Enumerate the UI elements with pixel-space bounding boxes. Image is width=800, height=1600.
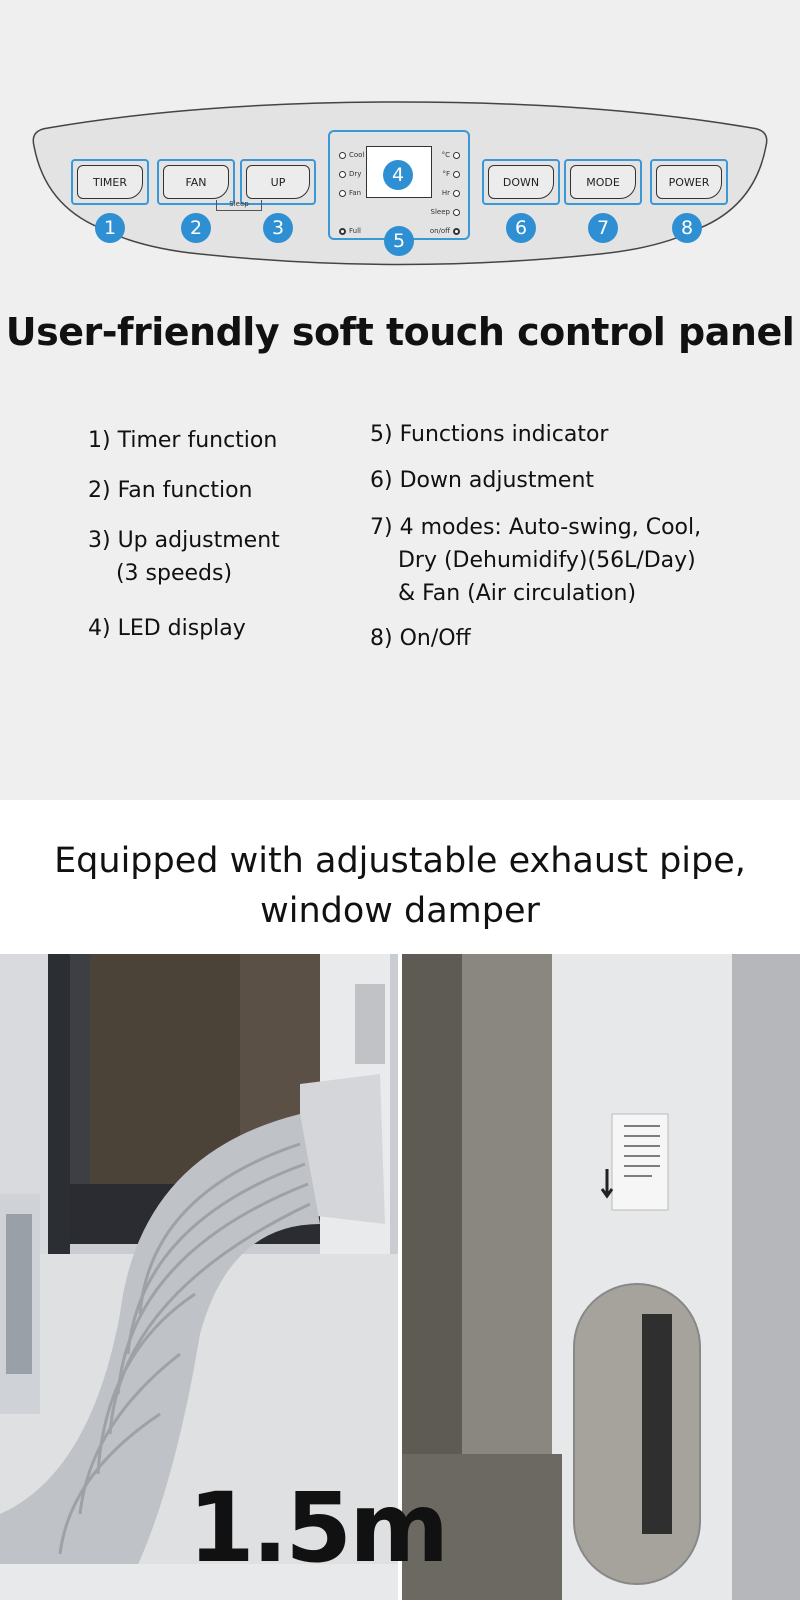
timer-button[interactable] xyxy=(71,159,149,205)
indicator-celsius-label: °C xyxy=(441,151,450,159)
feature-item-2: 2) Fan function xyxy=(88,478,253,503)
sleep-combo-label: Sleep xyxy=(216,200,262,211)
damper-illustration xyxy=(402,954,800,1600)
indicator-fan xyxy=(339,189,361,197)
timer-button-label: TIMER xyxy=(77,165,143,199)
indicator-dry xyxy=(339,170,361,178)
indicator-full-label: Full xyxy=(349,227,361,235)
down-button[interactable] xyxy=(482,159,560,205)
fan-button[interactable] xyxy=(157,159,235,205)
indicator-dot xyxy=(453,171,460,178)
pipe-length-label: 1.5m xyxy=(188,1472,447,1584)
callout-badge-1: 1 xyxy=(95,213,125,243)
indicator-dot xyxy=(339,171,346,178)
indicator-cool-label: Cool xyxy=(349,151,365,159)
power-button[interactable] xyxy=(650,159,728,205)
indicator-dot xyxy=(339,152,346,159)
power-button-label: POWER xyxy=(656,165,722,199)
feature-item-3: 3) Up adjustment (3 speeds) xyxy=(88,528,280,586)
indicator-hour xyxy=(442,189,460,197)
feature-item-6: 6) Down adjustment xyxy=(370,468,595,493)
control-panel-illustration xyxy=(0,0,800,280)
indicator-sleep-label: Sleep xyxy=(430,208,450,216)
feature-item-4: 4) LED display xyxy=(88,616,246,641)
up-button-label: UP xyxy=(246,165,310,199)
indicator-dot xyxy=(339,228,346,235)
indicator-onoff xyxy=(430,227,460,235)
section-title xyxy=(0,836,800,936)
callout-badge-3: 3 xyxy=(263,213,293,243)
callout-badge-4: 4 xyxy=(383,160,413,190)
callout-badge-5: 5 xyxy=(384,226,414,256)
exhaust-pipe-section xyxy=(0,800,800,1600)
feature-item-7: 7) 4 modes: Auto-swing, Cool, Dry (Dehumidify)(56L/Day) & Fan (Air circulation) xyxy=(370,515,702,606)
indicator-fan-label: Fan xyxy=(349,189,362,197)
indicator-full xyxy=(339,227,361,235)
indicator-sleep xyxy=(431,208,460,216)
mode-button-label: MODE xyxy=(570,165,636,199)
indicator-dot xyxy=(453,152,460,159)
panel-title: User-friendly soft touch control panel xyxy=(5,310,795,354)
down-button-label: DOWN xyxy=(488,165,554,199)
indicator-fahrenheit xyxy=(442,170,460,178)
feature-item-5: 5) Functions indicator xyxy=(370,422,609,447)
feature-item-8: 8) On/Off xyxy=(370,626,471,651)
feature-item-1: 1) Timer function xyxy=(88,428,278,453)
mode-button[interactable] xyxy=(564,159,642,205)
callout-badge-6: 6 xyxy=(506,213,536,243)
indicator-hour-label: Hr xyxy=(441,189,450,197)
indicator-dot xyxy=(453,190,460,197)
indicator-dot xyxy=(339,190,346,197)
callout-badge-2: 2 xyxy=(181,213,211,243)
callout-badge-8: 8 xyxy=(672,213,702,243)
up-button[interactable] xyxy=(240,159,316,205)
indicator-celsius xyxy=(442,151,460,159)
section-title-line-2: window damper xyxy=(260,891,540,931)
indicator-dry-label: Dry xyxy=(349,170,362,178)
fan-button-label: FAN xyxy=(163,165,229,199)
window-damper-photo xyxy=(402,954,800,1600)
indicator-fahrenheit-label: °F xyxy=(442,170,450,178)
indicator-dot xyxy=(453,209,460,216)
indicator-cool xyxy=(339,151,364,159)
section-title-line-1: Equipped with adjustable exhaust pipe, xyxy=(54,841,746,881)
indicator-onoff-label: on/off xyxy=(429,227,450,235)
callout-badge-7: 7 xyxy=(588,213,618,243)
indicator-dot xyxy=(453,228,460,235)
